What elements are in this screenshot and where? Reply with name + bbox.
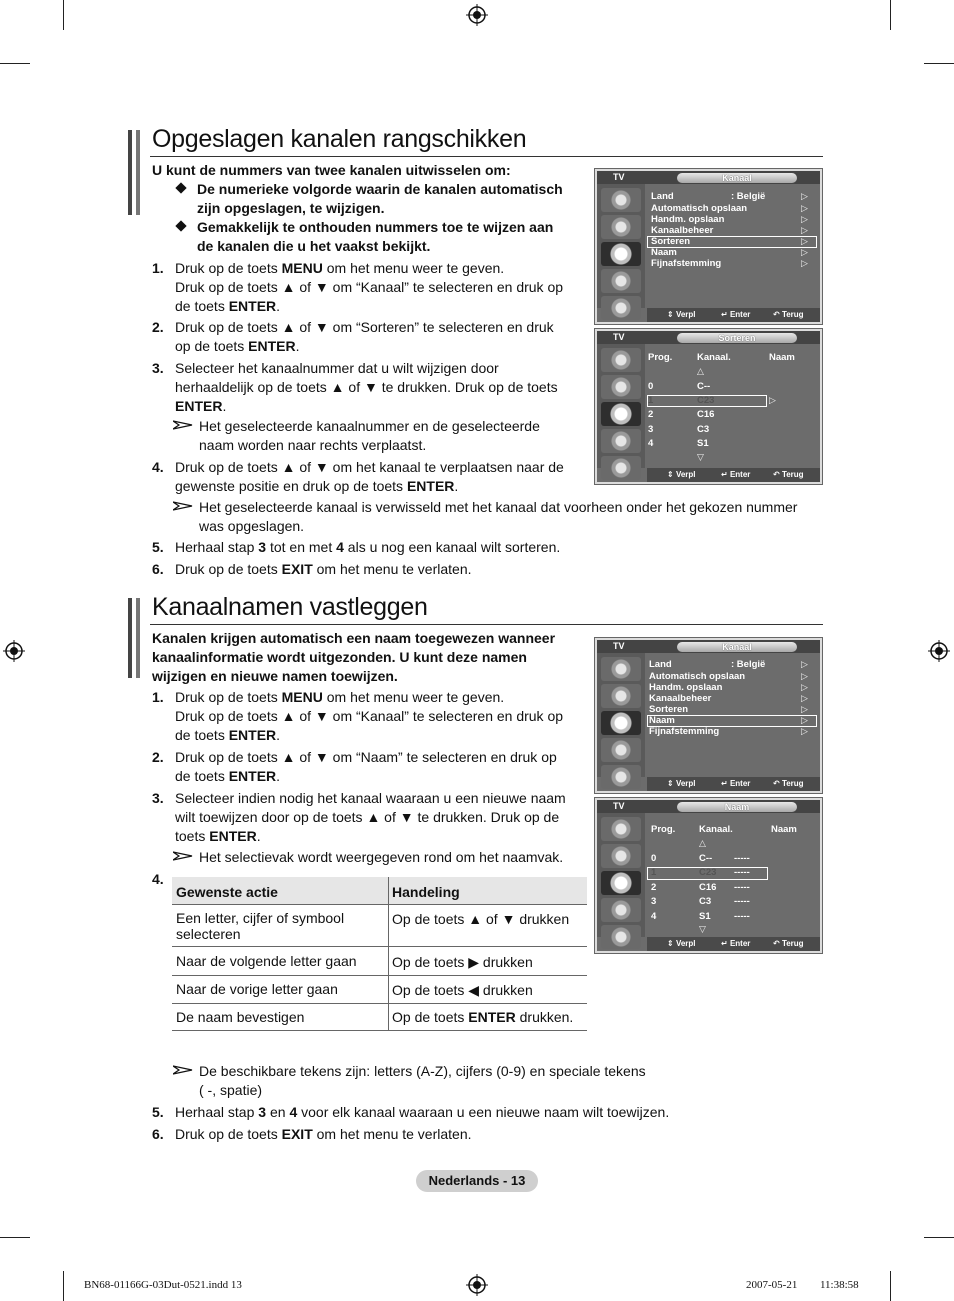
menu-item: Fijnafstemming — [651, 258, 722, 269]
menu-sidebar — [597, 813, 645, 937]
step-number: 1. — [152, 260, 164, 276]
input-icon — [601, 296, 641, 320]
table-cell: Op de toets ▲ of ▼ drukken — [392, 911, 570, 927]
input-icon — [601, 925, 641, 949]
enter-hint: ↵ Enter — [721, 310, 751, 319]
note-arrow-icon — [173, 501, 193, 511]
picture-icon — [601, 657, 641, 681]
row-prog: 1 — [651, 867, 657, 878]
arrow-right-icon: ▷ — [801, 214, 808, 224]
menu-footer — [647, 308, 820, 322]
menu-item: Automatisch opslaan — [651, 203, 748, 214]
step-line: de toets ENTER. — [175, 768, 281, 784]
table-header-action: Gewenste actie — [176, 884, 278, 900]
arrow-right-icon: ▷ — [801, 726, 808, 736]
enter-hint: ↵ Enter — [721, 470, 751, 479]
intro-line: Kanalen krijgen automatisch een naam toegewezen wanneer — [152, 630, 556, 646]
intro-line: kanaalinformatie wordt uitgezonden. U kunt deze namen — [152, 649, 527, 665]
bullet-line: Gemakkelijk te onthouden nummers toe te wijzen aan — [197, 219, 554, 235]
input-icon — [601, 456, 641, 480]
row-channel: C-- — [699, 853, 713, 864]
row-prog: 2 — [651, 882, 657, 893]
bullet-icon — [175, 220, 186, 231]
channel-icon — [601, 711, 641, 735]
arrow-right-icon: ▷ — [801, 693, 808, 703]
section-bar — [136, 598, 140, 678]
row-prog: 4 — [651, 911, 657, 922]
step-line: op de toets ENTER. — [175, 338, 300, 354]
back-hint: ↶ Terug — [773, 310, 804, 319]
menu-item: Kanaalbeheer — [651, 225, 714, 236]
row-prog: 1 — [648, 395, 654, 406]
row-channel: C16 — [697, 409, 715, 420]
bullet-line: de kanalen die u het vaakst bekijkt. — [197, 238, 431, 254]
crop-mark — [890, 0, 891, 30]
row-prog: 3 — [651, 896, 657, 907]
note-line: De beschikbare tekens zijn: letters (A-Z), cijfers (0-9) en speciale tekens — [199, 1063, 646, 1079]
move-hint: ⇕ Verpl — [667, 939, 696, 948]
note-line: Het geselecteerde kanaalnummer en de geselecteerde — [199, 418, 540, 434]
step-number: 5. — [152, 539, 164, 555]
channel-icon — [601, 871, 641, 895]
step-number: 4. — [152, 459, 164, 475]
table-cell: Naar de vorige letter gaan — [176, 981, 338, 997]
tv-label: TV — [613, 172, 625, 182]
channel-icon — [601, 402, 641, 426]
note-line: ( -, spatie) — [199, 1082, 263, 1098]
column-header: Prog. — [648, 352, 673, 363]
row-name: ----- — [734, 911, 750, 922]
picture-icon — [601, 817, 641, 841]
menu-item-selected: Sorteren — [651, 236, 691, 247]
move-hint: ⇕ Verpl — [667, 779, 696, 788]
registration-mark-icon — [466, 4, 488, 26]
row-channel: C3 — [697, 424, 710, 435]
table-cell: selecteren — [176, 926, 241, 942]
step-line: Druk op de toets ▲ of ▼ om “Sorteren” te selecteren en druk — [175, 319, 554, 335]
sound-icon — [601, 375, 641, 399]
crop-mark — [63, 1271, 64, 1301]
column-header: Naam — [771, 824, 797, 835]
row-channel: S1 — [697, 438, 709, 449]
menu-footer — [647, 777, 820, 791]
back-hint: ↶ Terug — [773, 470, 804, 479]
step-number: 6. — [152, 561, 164, 577]
arrow-right-icon: ▷ — [801, 247, 808, 257]
channel-icon — [601, 242, 641, 266]
table-cell: Op de toets ENTER drukken. — [392, 1009, 574, 1025]
row-channel: C16 — [699, 882, 717, 893]
row-prog: 2 — [648, 409, 654, 420]
column-header: Naam — [769, 352, 795, 363]
crop-mark — [924, 1237, 954, 1238]
step-number: 2. — [152, 749, 164, 765]
section-title: Kanaalnamen vastleggen — [152, 593, 428, 621]
step-number: 2. — [152, 319, 164, 335]
menu-tab: Sorteren — [677, 333, 797, 343]
page-number-badge: Nederlands - 13 — [416, 1170, 538, 1192]
step-number: 4. — [152, 871, 164, 887]
step-line: Druk op de toets MENU om het menu weer te geven. — [175, 260, 505, 276]
arrow-right-icon: ▷ — [801, 258, 808, 268]
note-line: Het geselecteerde kanaal is verwisseld met het kanaal dat voorheen onder het gekozen nummer — [199, 499, 798, 515]
tv-menu-screen-kanaal — [594, 168, 823, 325]
arrow-right-icon: ▷ — [801, 659, 808, 669]
row-prog: 0 — [651, 853, 657, 864]
table-cell: Op de toets ◀ drukken — [392, 982, 533, 998]
menu-item-land: Land — [649, 659, 672, 670]
menu-sidebar — [597, 344, 645, 468]
tv-menu-screen-naam — [594, 797, 823, 954]
step-line: Selecteer indien nodig het kanaal waaraan u een nieuwe naam — [175, 790, 566, 806]
column-header: Kanaal. — [697, 352, 731, 363]
menu-item: Naam — [651, 247, 677, 258]
note-line: naam worden naar rechts verplaatst. — [199, 437, 427, 453]
step-line: Druk op de toets ▲ of ▼ om “Naam” te selecteren en druk op — [175, 749, 557, 765]
registration-mark-icon — [928, 640, 950, 662]
title-rule — [150, 624, 823, 625]
row-name: ----- — [734, 896, 750, 907]
intro-text: U kunt de nummers van twee kanalen uitwisselen om: — [152, 162, 511, 178]
arrow-right-icon: ▷ — [801, 191, 808, 201]
row-name: ----- — [734, 867, 750, 878]
menu-tab: Kanaal — [677, 173, 797, 183]
tv-label: TV — [613, 801, 625, 811]
step-line: de toets ENTER. — [175, 298, 281, 314]
input-icon — [601, 765, 641, 789]
setup-icon — [601, 738, 641, 762]
menu-item: Handm. opslaan — [649, 682, 723, 693]
step-number: 3. — [152, 790, 164, 806]
setup-icon — [601, 429, 641, 453]
arrow-right-icon: ▷ — [801, 704, 808, 714]
note-line: Het selectievak wordt weergegeven rond om het naamvak. — [199, 849, 564, 865]
arrow-right-icon: ▷ — [801, 236, 808, 246]
section-bar — [128, 130, 132, 215]
back-hint: ↶ Terug — [773, 779, 804, 788]
menu-item-value: : België — [731, 659, 766, 670]
registration-mark-icon — [466, 1274, 488, 1296]
tv-label: TV — [613, 332, 625, 342]
note-arrow-icon — [173, 851, 193, 861]
row-channel: S1 — [699, 911, 711, 922]
arrow-down-icon: ▽ — [699, 924, 706, 934]
menu-item-selected: Naam — [649, 715, 675, 726]
column-header: Kanaal. — [699, 824, 733, 835]
note-line: was opgeslagen. — [199, 518, 305, 534]
menu-tab: Naam — [677, 802, 797, 812]
section-bar — [128, 598, 132, 678]
arrow-right-icon: ▷ — [801, 671, 808, 681]
bullet-line: zijn opgeslagen, te wijzigen. — [197, 200, 385, 216]
step-line: wilt toewijzen door op de toets ▲ of ▼ te drukken. Druk op de — [175, 809, 560, 825]
intro-line: wijzigen en nieuwe namen toewijzen. — [152, 668, 398, 684]
crop-mark — [890, 1271, 891, 1301]
crop-mark — [0, 1237, 30, 1238]
step-line: Druk op de toets EXIT om het menu te verlaten. — [175, 1126, 472, 1142]
tv-label: TV — [613, 641, 625, 651]
table-cell: Naar de volgende letter gaan — [176, 953, 357, 969]
row-channel: C23 — [697, 395, 715, 406]
step-line: Herhaal stap 3 tot en met 4 als u nog een kanaal wilt sorteren. — [175, 539, 561, 555]
file-slug: BN68-01166G-03Dut-0521.indd 13 — [84, 1279, 242, 1291]
table-header-handling: Handeling — [392, 884, 460, 900]
date-slug: 2007-05-21    11:38:58 — [746, 1279, 859, 1291]
step-number: 5. — [152, 1104, 164, 1120]
row-prog: 0 — [648, 381, 654, 392]
sound-icon — [601, 844, 641, 868]
step-number: 3. — [152, 360, 164, 376]
back-hint: ↶ Terug — [773, 939, 804, 948]
step-number: 1. — [152, 689, 164, 705]
row-channel: C23 — [699, 867, 717, 878]
step-line: Selecteer het kanaalnummer dat u wilt wijzigen door — [175, 360, 499, 376]
arrow-up-icon: △ — [697, 366, 704, 376]
bullet-line: De numerieke volgorde waarin de kanalen automatisch — [197, 181, 563, 197]
row-prog: 3 — [648, 424, 654, 435]
menu-sidebar — [597, 184, 645, 308]
step-line: de toets ENTER. — [175, 727, 281, 743]
menu-item: Kanaalbeheer — [649, 693, 712, 704]
setup-icon — [601, 898, 641, 922]
step-line: herhaaldelijk op de toets ▲ of ▼ te drukken. Druk op de toets — [175, 379, 558, 395]
title-rule — [150, 156, 823, 157]
note-arrow-icon — [173, 420, 193, 430]
setup-icon — [601, 269, 641, 293]
step-line: Druk op de toets ▲ of ▼ om het kanaal te verplaatsen naar de — [175, 459, 564, 475]
arrow-up-icon: △ — [699, 838, 706, 848]
sound-icon — [601, 215, 641, 239]
row-name: ----- — [734, 853, 750, 864]
menu-footer — [647, 468, 820, 482]
menu-item: Sorteren — [649, 704, 689, 715]
menu-item-land: Land — [651, 191, 674, 202]
row-channel: C-- — [697, 381, 711, 392]
crop-mark — [924, 63, 954, 64]
step-line: ENTER. — [175, 398, 227, 414]
crop-mark — [63, 0, 64, 30]
arrow-right-icon: ▷ — [801, 682, 808, 692]
tv-menu-screen-sorteren — [594, 328, 823, 485]
step-line: toets ENTER. — [175, 828, 261, 844]
menu-item: Fijnafstemming — [649, 726, 720, 737]
step-line: Druk op de toets MENU om het menu weer te geven. — [175, 689, 505, 705]
bullet-icon — [175, 182, 186, 193]
table-cell: De naam bevestigen — [176, 1009, 305, 1025]
move-hint: ⇕ Verpl — [667, 310, 696, 319]
step-line: Herhaal stap 3 en 4 voor elk kanaal waaraan u een nieuwe naam wilt toewijzen. — [175, 1104, 670, 1120]
section-bar — [136, 130, 140, 215]
section-title: Opgeslagen kanalen rangschikken — [152, 125, 527, 153]
step-line: Druk op de toets ▲ of ▼ om “Kanaal” te selecteren en druk op — [175, 708, 564, 724]
picture-icon — [601, 188, 641, 212]
arrow-right-icon: ▷ — [801, 225, 808, 235]
enter-hint: ↵ Enter — [721, 939, 751, 948]
arrow-right-icon: ▷ — [801, 203, 808, 213]
menu-item: Handm. opslaan — [651, 214, 725, 225]
column-header: Prog. — [651, 824, 676, 835]
arrow-right-icon: ▷ — [801, 715, 808, 725]
arrow-down-icon: ▽ — [697, 452, 704, 462]
sound-icon — [601, 684, 641, 708]
step-line: gewenste positie en druk op de toets ENTER. — [175, 478, 459, 494]
step-line: Druk op de toets EXIT om het menu te verlaten. — [175, 561, 472, 577]
registration-mark-icon — [3, 640, 25, 662]
table-cell: Een letter, cijfer of symbool — [176, 910, 345, 926]
row-prog: 4 — [648, 438, 654, 449]
crop-mark — [0, 63, 30, 64]
move-hint: ⇕ Verpl — [667, 470, 696, 479]
tv-menu-screen-kanaal-naam — [594, 637, 823, 794]
menu-item-value: : België — [731, 191, 766, 202]
menu-item: Automatisch opslaan — [649, 671, 746, 682]
note-arrow-icon — [173, 1065, 193, 1075]
menu-sidebar — [597, 653, 645, 777]
menu-tab: Kanaal — [677, 642, 797, 652]
step-number: 6. — [152, 1126, 164, 1142]
picture-icon — [601, 348, 641, 372]
menu-footer — [647, 937, 820, 951]
arrow-right-icon: ▷ — [769, 395, 776, 405]
enter-hint: ↵ Enter — [721, 779, 751, 788]
step-line: Druk op de toets ▲ of ▼ om “Kanaal” te selecteren en druk op — [175, 279, 564, 295]
table-cell: Op de toets ▶ drukken — [392, 954, 533, 970]
row-name: ----- — [734, 882, 750, 893]
row-channel: C3 — [699, 896, 712, 907]
